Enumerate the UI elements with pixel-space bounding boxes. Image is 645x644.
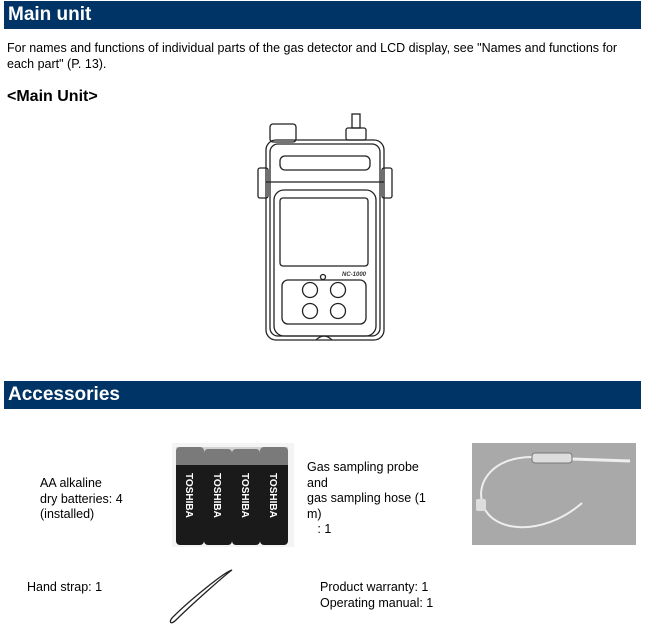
accessory-batteries-label: AA alkaline dry batteries: 4 (installed) xyxy=(40,476,123,521)
battery-brand: TOSHIBA xyxy=(183,473,194,518)
section-header-main-unit: Main unit xyxy=(4,1,641,29)
main-unit-subheading: <Main Unit> xyxy=(7,88,98,105)
svg-text:TOSHIBA: TOSHIBA xyxy=(267,473,278,518)
gas-detector-drawing xyxy=(254,112,394,346)
hand-strap-drawing xyxy=(166,566,238,626)
main-unit-description: For names and functions of individual parts of the gas detector and LCD display, see "Names and functions for each part" (P. 13). xyxy=(7,41,618,71)
accessory-hand-strap-label: Hand strap: 1 xyxy=(27,580,103,594)
section-header-accessories: Accessories xyxy=(4,381,641,409)
batteries-photo xyxy=(172,443,294,547)
probe-hose-photo xyxy=(472,443,636,545)
svg-text:TOSHIBA: TOSHIBA xyxy=(211,473,222,518)
accessory-documents-label: Product warranty: 1 Operating manual: 1 xyxy=(320,580,434,610)
svg-text:TOSHIBA: TOSHIBA xyxy=(239,473,250,518)
accessory-probe-hose-label: Gas sampling probe and gas sampling hose (1 m) : 1 xyxy=(307,460,426,536)
model-label: NC-1000 xyxy=(342,272,367,278)
